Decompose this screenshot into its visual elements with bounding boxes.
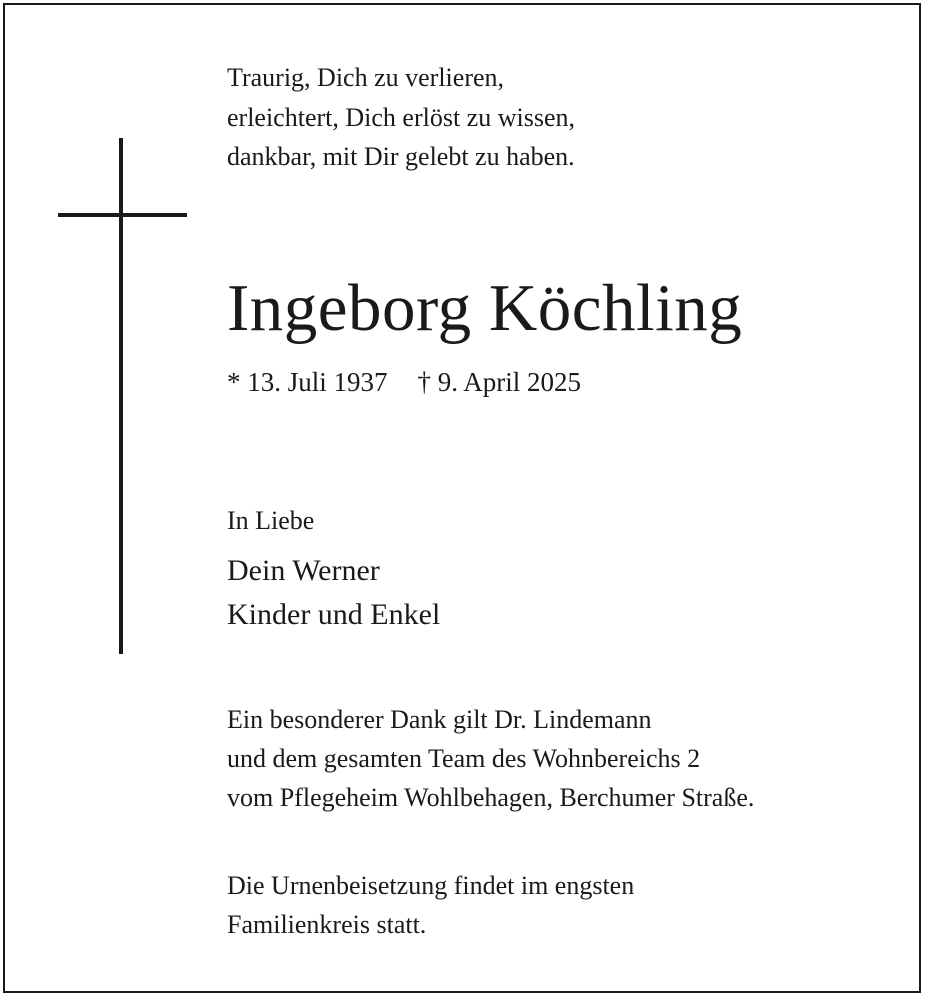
in-love-intro: In Liebe xyxy=(227,506,315,535)
thanks-line: und dem gesamten Team des Wohnbereichs 2 xyxy=(227,744,701,773)
thanks-line: Ein besonderer Dank gilt Dr. Lindemann xyxy=(227,705,652,734)
burial-line: Die Urnenbeisetzung findet im engsten xyxy=(227,871,635,900)
thanks-note xyxy=(227,700,754,817)
birth-date: * 13. Juli 1937 xyxy=(227,367,388,397)
poem-verse xyxy=(227,58,575,177)
poem-line: dankbar, mit Dir gelebt zu haben. xyxy=(227,142,575,171)
burial-line: Familienkreis statt. xyxy=(227,910,427,939)
mourner-name: Dein Werner xyxy=(227,554,380,587)
burial-note xyxy=(227,866,634,944)
poem-line: erleichtert, Dich erlöst zu wissen, xyxy=(227,102,575,132)
death-date: † 9. April 2025 xyxy=(417,367,582,397)
deceased-name: Ingeborg Köchling xyxy=(227,271,743,345)
mourners-list xyxy=(227,549,440,637)
poem-line: Traurig, Dich zu verlieren, xyxy=(227,63,505,92)
cross-horizontal-bar xyxy=(58,213,187,217)
life-dates xyxy=(227,362,581,402)
thanks-line: vom Pflegeheim Wohlbehagen, Berchumer Straße. xyxy=(227,783,755,812)
mourner-name: Kinder und Enkel xyxy=(227,598,441,631)
